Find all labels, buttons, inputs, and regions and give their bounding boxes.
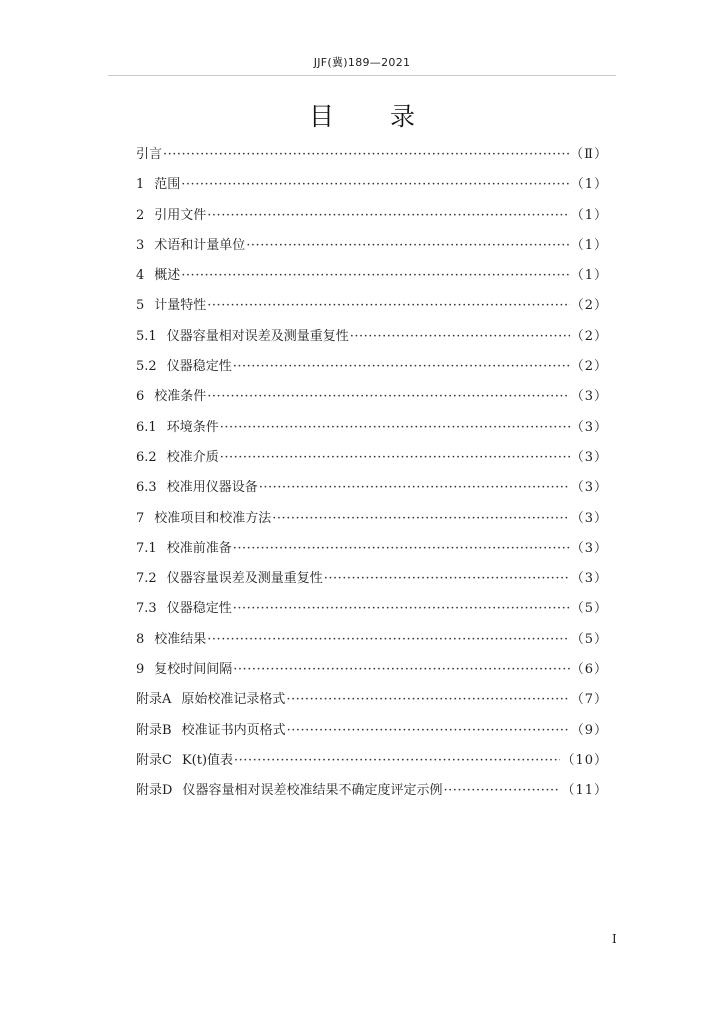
standard-code-header: JJF(冀)189—2021: [313, 56, 411, 69]
toc-entry-number: 3: [136, 237, 145, 253]
toc-entry-label: 仪器稳定性: [166, 359, 232, 375]
toc-entry-number: 7.1: [136, 540, 157, 556]
toc-dot-leader: [246, 231, 569, 261]
toc-entry[interactable]: [136, 291, 608, 321]
toc-dot-leader: [350, 322, 570, 352]
toc-dot-leader: [181, 261, 569, 291]
toc-entry-number: 附录B: [136, 722, 172, 738]
toc-dot-leader: [272, 504, 569, 534]
toc-entry[interactable]: [136, 746, 608, 776]
toc-entry-page: （3）: [570, 510, 608, 526]
toc-entry-number: 7.2: [136, 571, 157, 587]
toc-entry[interactable]: [136, 564, 608, 594]
toc-entry-number: 7.3: [136, 601, 157, 617]
toc-entry[interactable]: [136, 140, 608, 170]
toc-dot-leader: [233, 655, 569, 685]
toc-dot-leader: [324, 564, 570, 594]
toc-entry-page: （5）: [570, 631, 608, 647]
toc-entry-label: 范围: [154, 177, 181, 193]
toc-dot-leader: [207, 625, 569, 655]
toc-entry-page: （3）: [570, 389, 608, 405]
toc-entry[interactable]: [136, 352, 608, 382]
toc-dot-leader: [233, 534, 570, 564]
title-char-1: 目: [308, 102, 334, 131]
toc-entry-label: 校准介质: [166, 449, 219, 465]
toc-entry-number: 9: [136, 662, 145, 678]
toc-entry-number: 5: [136, 298, 145, 314]
toc-entry-label: 校准项目和校准方法: [154, 510, 272, 526]
toc-entry-label: 原始校准记录格式: [181, 692, 286, 708]
toc-entry[interactable]: [136, 776, 608, 806]
toc-entry-label: 复校时间间隔: [154, 662, 233, 678]
toc-entry[interactable]: [136, 685, 608, 715]
table-of-contents: [136, 140, 608, 807]
toc-entry-label: 仪器容量相对误差校准结果不确定度评定示例: [182, 783, 443, 799]
toc-entry[interactable]: [136, 655, 608, 685]
toc-entry-page: （1）: [570, 207, 608, 223]
toc-entry-number: 7: [136, 510, 145, 526]
toc-dot-leader: [207, 291, 569, 321]
toc-entry-label: 校准用仪器设备: [166, 480, 258, 496]
toc-entry-label: 概述: [154, 268, 181, 284]
toc-entry-label: 校准条件: [154, 389, 207, 405]
toc-entry-page: （1）: [570, 268, 608, 284]
toc-entry-number: 5.1: [136, 328, 157, 344]
toc-entry-number: 1: [136, 177, 145, 193]
toc-entry-number: 4: [136, 268, 145, 284]
page-title: [0, 97, 724, 133]
toc-entry-label: 校准证书内页格式: [181, 722, 286, 738]
toc-entry-label: 仪器稳定性: [166, 601, 232, 617]
toc-entry-label: 引言: [136, 147, 163, 162]
toc-entry-page: （3）: [570, 419, 608, 435]
toc-entry-page: （2）: [570, 359, 608, 375]
toc-entry-number: 6.2: [136, 449, 157, 465]
toc-entry[interactable]: [136, 170, 608, 200]
toc-entry-label: K(t)值表: [181, 752, 234, 768]
toc-entry-label: 环境条件: [166, 419, 219, 435]
toc-dot-leader: [220, 413, 570, 443]
toc-entry-number: 2: [136, 207, 145, 223]
toc-entry-number: 5.2: [136, 359, 157, 375]
toc-entry-label: 引用文件: [154, 207, 207, 223]
toc-entry[interactable]: [136, 594, 608, 624]
title-char-2: 录: [390, 102, 416, 131]
toc-entry-label: 仪器容量误差及测量重复性: [166, 571, 323, 587]
toc-entry-number: 6.1: [136, 419, 157, 435]
toc-dot-leader: [233, 594, 570, 624]
toc-entry[interactable]: [136, 413, 608, 443]
toc-entry[interactable]: [136, 261, 608, 291]
toc-dot-leader: [234, 746, 560, 776]
toc-entry-page: （Ⅱ）: [570, 147, 608, 162]
toc-entry-page: （7）: [570, 692, 608, 708]
toc-entry-label: 计量特性: [154, 298, 207, 314]
toc-dot-leader: [287, 716, 570, 746]
toc-entry-label: 仪器容量相对误差及测量重复性: [166, 328, 349, 344]
toc-dot-leader: [286, 685, 569, 715]
toc-dot-leader: [233, 352, 570, 382]
toc-dot-leader: [443, 776, 560, 806]
toc-entry-page: （11）: [561, 783, 608, 799]
toc-entry-page: （10）: [561, 752, 608, 768]
toc-entry-page: （1）: [570, 237, 608, 253]
toc-entry-page: （1）: [570, 177, 608, 193]
toc-entry-number: 6: [136, 389, 145, 405]
toc-entry-label: 校准结果: [154, 631, 207, 647]
header-rule: [108, 75, 616, 76]
toc-entry[interactable]: [136, 201, 608, 231]
toc-entry[interactable]: [136, 231, 608, 261]
toc-dot-leader: [207, 382, 569, 412]
toc-entry-page: （3）: [570, 540, 608, 556]
toc-entry-number: 附录C: [136, 752, 172, 768]
toc-entry-page: （2）: [570, 298, 608, 314]
toc-dot-leader: [163, 140, 569, 170]
toc-entry-page: （3）: [570, 571, 608, 587]
toc-entry-page: （3）: [570, 449, 608, 465]
toc-entry[interactable]: [136, 322, 608, 352]
toc-entry[interactable]: [136, 443, 608, 473]
toc-entry-label: 校准前准备: [166, 540, 232, 556]
toc-entry-number: 附录D: [136, 783, 173, 799]
toc-dot-leader: [259, 473, 570, 503]
toc-entry[interactable]: [136, 625, 608, 655]
toc-dot-leader: [207, 201, 569, 231]
toc-dot-leader: [220, 443, 570, 473]
toc-entry[interactable]: [136, 716, 608, 746]
toc-entry-page: （9）: [570, 722, 608, 738]
toc-entry-page: （3）: [570, 480, 608, 496]
toc-entry-page: （5）: [570, 601, 608, 617]
toc-entry-page: （2）: [570, 328, 608, 344]
toc-entry[interactable]: [136, 382, 608, 412]
toc-entry-number: 8: [136, 631, 145, 647]
toc-entry[interactable]: [136, 534, 608, 564]
toc-entry[interactable]: [136, 473, 608, 503]
toc-entry-label: 术语和计量单位: [154, 237, 246, 253]
toc-entry[interactable]: [136, 504, 608, 534]
toc-entry-page: （6）: [570, 662, 608, 678]
toc-entry-number: 附录A: [136, 692, 172, 708]
toc-dot-leader: [181, 170, 569, 200]
page-number: I: [612, 932, 617, 946]
toc-entry-number: 6.3: [136, 480, 157, 496]
